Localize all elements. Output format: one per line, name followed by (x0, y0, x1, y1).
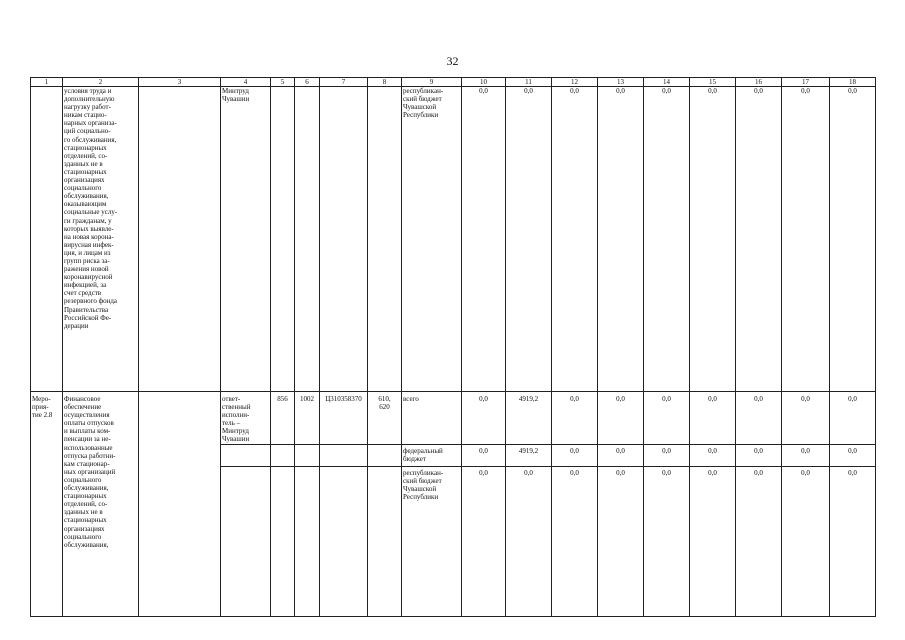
value-cell: 0,0 (736, 444, 782, 466)
value-cell: 0,0 (644, 87, 690, 392)
cell-empty (221, 466, 271, 616)
value-cell: 0,0 (506, 466, 552, 616)
event-executor-role: ответ- ственный исполни- тель – Минтруд Чувашии (221, 392, 271, 445)
header-cell: 3 (139, 78, 221, 87)
value-cell: 0,0 (552, 87, 598, 392)
value-cell: 0,0 (462, 392, 506, 445)
code-grbs: 856 (271, 392, 295, 445)
header-cell: 14 (644, 78, 690, 87)
value-cell: 0,0 (552, 392, 598, 445)
header-cell: 5 (271, 78, 295, 87)
value-cell: 0,0 (598, 444, 644, 466)
value-cell: 0,0 (690, 392, 736, 445)
cell-empty (320, 444, 368, 466)
header-cell: 17 (782, 78, 830, 87)
value-cell: 0,0 (782, 392, 830, 445)
funding-source: республикан- ский бюджет Чувашской Республики (402, 87, 462, 392)
cell-empty (31, 87, 63, 392)
value-cell: 0,0 (552, 444, 598, 466)
header-cell: 10 (462, 78, 506, 87)
value-cell: 0,0 (782, 466, 830, 616)
funding-source: федеральный бюджет (402, 444, 462, 466)
page-number: 32 (446, 54, 459, 68)
code-expense-type: 610, 620 (368, 392, 402, 445)
header-row (31, 78, 876, 87)
cell-empty (271, 444, 295, 466)
header-cell: 2 (63, 78, 139, 87)
value-cell: 0,0 (462, 87, 506, 392)
table-row-continuation (31, 87, 876, 392)
cell-empty (320, 87, 368, 392)
header-cell: 7 (320, 78, 368, 87)
value-cell: 0,0 (644, 444, 690, 466)
value-cell: 0,0 (690, 466, 736, 616)
cell-empty (368, 87, 402, 392)
code-target-item: Ц310358370 (320, 392, 368, 445)
header-cell: 1 (31, 78, 63, 87)
cell-empty (295, 444, 320, 466)
cell-empty (295, 87, 320, 392)
cell-empty (320, 466, 368, 616)
event-number: Меро- прия- тие 2.8 (31, 392, 63, 617)
value-cell: 0,0 (736, 466, 782, 616)
value-cell: 0,0 (690, 87, 736, 392)
value-cell: 0,0 (830, 444, 876, 466)
header-cell: 13 (598, 78, 644, 87)
value-cell: 0,0 (736, 87, 782, 392)
header-cell: 8 (368, 78, 402, 87)
cell-empty (368, 444, 402, 466)
value-cell: 0,0 (462, 444, 506, 466)
event-description: Финансовое обеспечение осуществления оплаты отпусков и выплаты ком- пенсации за не- использованные отпуска работни- кам стационар- ных организаций социального обслуживания, стационарных отделений, со- зданных не в стационарных организациях социального обслуживания, (63, 392, 139, 617)
header-cell: 16 (736, 78, 782, 87)
cell-empty (139, 392, 221, 617)
cell-empty (221, 444, 271, 466)
value-cell: 0,0 (782, 87, 830, 392)
cell-empty (271, 466, 295, 616)
header-cell: 11 (506, 78, 552, 87)
value-cell: 0,0 (598, 466, 644, 616)
header-cell: 18 (830, 78, 876, 87)
table-row-total (31, 392, 876, 445)
value-cell: 0,0 (830, 392, 876, 445)
value-cell: 0,0 (782, 444, 830, 466)
value-cell: 0,0 (736, 392, 782, 445)
code-section: 1002 (295, 392, 320, 445)
header-cell: 6 (295, 78, 320, 87)
cell-empty (139, 87, 221, 392)
cell-empty (295, 466, 320, 616)
value-cell: 0,0 (830, 87, 876, 392)
value-cell: 0,0 (598, 392, 644, 445)
value-cell: 0,0 (598, 87, 644, 392)
value-cell: 4919,2 (506, 444, 552, 466)
funding-source: республикан- ский бюджет Чувашской Республики (402, 466, 462, 616)
header-cell: 9 (402, 78, 462, 87)
header-cell: 4 (221, 78, 271, 87)
responsible-executor: Минтруд Чувашии (221, 87, 271, 392)
value-cell: 0,0 (644, 466, 690, 616)
value-cell: 0,0 (644, 392, 690, 445)
value-cell: 0,0 (830, 466, 876, 616)
value-cell: 0,0 (552, 466, 598, 616)
cell-empty (271, 87, 295, 392)
value-cell: 0,0 (462, 466, 506, 616)
measure-description: условия труда и дополнительную нагрузку работ- никам стацио- нарных организа- ций социально- го обслуживания, стационарных отделений, со- зданных не в стационарных организациях социального обслуживания, оказывающим социальные услу- ги гражданам, у которых выявле- на новая корона- вирусная инфек- ция, и лицам из групп риска за- ражения новой коронавирусной инфекцией, за счет средств резервного фонда Правительства Российской Фе- дерации (63, 87, 139, 392)
value-cell: 0,0 (506, 87, 552, 392)
funding-source: всего (402, 392, 462, 445)
header-cell: 12 (552, 78, 598, 87)
program-table (30, 77, 876, 617)
cell-empty (368, 466, 402, 616)
value-cell: 0,0 (690, 444, 736, 466)
header-cell: 15 (690, 78, 736, 87)
value-cell: 4919,2 (506, 392, 552, 445)
